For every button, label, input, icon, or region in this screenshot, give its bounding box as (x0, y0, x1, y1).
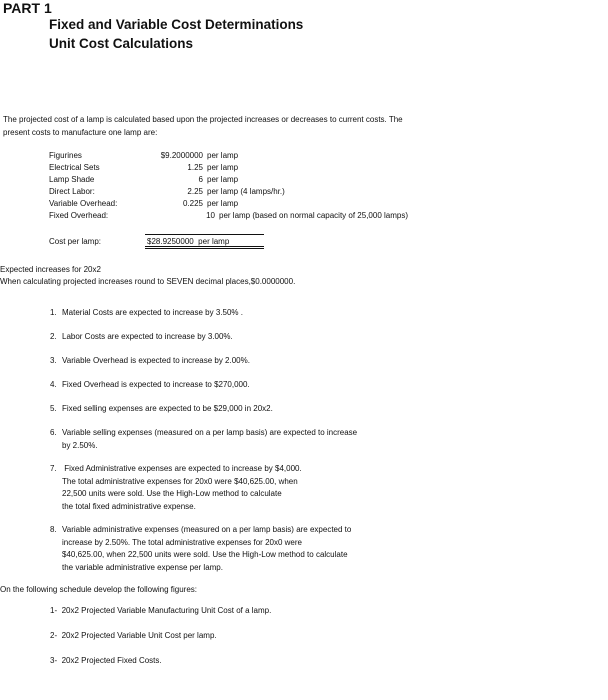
list-item: 8. Variable administrative expenses (measured on a per lamp basis) are expected to increase by 2.50%. The total administrative expenses for 20x0 were $40,625.00, when 22,500 units were sold. Use the High-Low method to calculate the variable administrative expense per lamp. (50, 525, 352, 572)
expected-heading: Expected increases for 20x2 (0, 265, 101, 274)
cost-label-figurines: Figurines (49, 151, 82, 160)
cost-unit-electrical-sets: per lamp (207, 163, 239, 172)
cost-unit-lamp-shade: per lamp (207, 175, 239, 184)
page-subtitle: Unit Cost Calculations (49, 36, 194, 51)
list-item: 5. Fixed selling expenses are expected to be $29,000 in 20x2. (50, 404, 273, 413)
rounding-note: When calculating projected increases round to SEVEN decimal places,$0.0000000. (0, 277, 296, 286)
cost-label-direct-labor: Direct Labor: (49, 187, 95, 196)
cost-label-variable-overhead: Variable Overhead: (49, 199, 118, 208)
list-item: 6. Variable selling expenses (measured on a per lamp basis) are expected to increase by 2.50%. (50, 428, 358, 450)
cost-unit-figurines: per lamp (207, 151, 239, 160)
list-item: 1. Material Costs are expected to increase by 3.50% . (50, 308, 243, 317)
list-item: 7. Fixed Administrative expenses are expected to increase by $4,000. The total administrative expenses for 20x0 were $40,625.00, when 22,500 units were sold. Use the High-Low method to calculate the total fixed administrative expense. (50, 464, 302, 511)
cost-label-lamp-shade: Lamp Shade (49, 175, 95, 184)
cost-label-electrical-sets: Electrical Sets (49, 163, 100, 172)
list-item: 2. Labor Costs are expected to increase by 3.00%. (50, 332, 233, 341)
cost-unit-fixed-overhead: per lamp (based on normal capacity of 25,000 lamps) (219, 211, 408, 220)
part-heading: PART 1 (3, 0, 52, 16)
schedule-heading: On the following schedule develop the following figures: (0, 585, 198, 594)
total-label: Cost per lamp: (49, 237, 102, 246)
figure-item: 3- 20x2 Projected Fixed Costs. (50, 656, 162, 665)
list-item: 3. Variable Overhead is expected to increase by 2.00%. (50, 356, 250, 365)
total-value: $28.9250000 per lamp (147, 237, 230, 246)
cost-unit-variable-overhead: per lamp (207, 199, 239, 208)
figure-item: 2- 20x2 Projected Variable Unit Cost per lamp. (50, 631, 217, 640)
cost-unit-direct-labor: per lamp (4 lamps/hr.) (207, 187, 285, 196)
cost-label-fixed-overhead: Fixed Overhead: (49, 211, 109, 220)
figure-item: 1- 20x2 Projected Variable Manufacturing Unit Cost of a lamp. (50, 606, 272, 615)
list-item: 4. Fixed Overhead is expected to increase to $270,000. (50, 380, 250, 389)
intro-paragraph: The projected cost of a lamp is calculated based upon the projected increases or decreases to current costs. The present costs to manufacture one lamp are: (3, 115, 403, 137)
page-title: Fixed and Variable Cost Determinations (49, 17, 304, 32)
